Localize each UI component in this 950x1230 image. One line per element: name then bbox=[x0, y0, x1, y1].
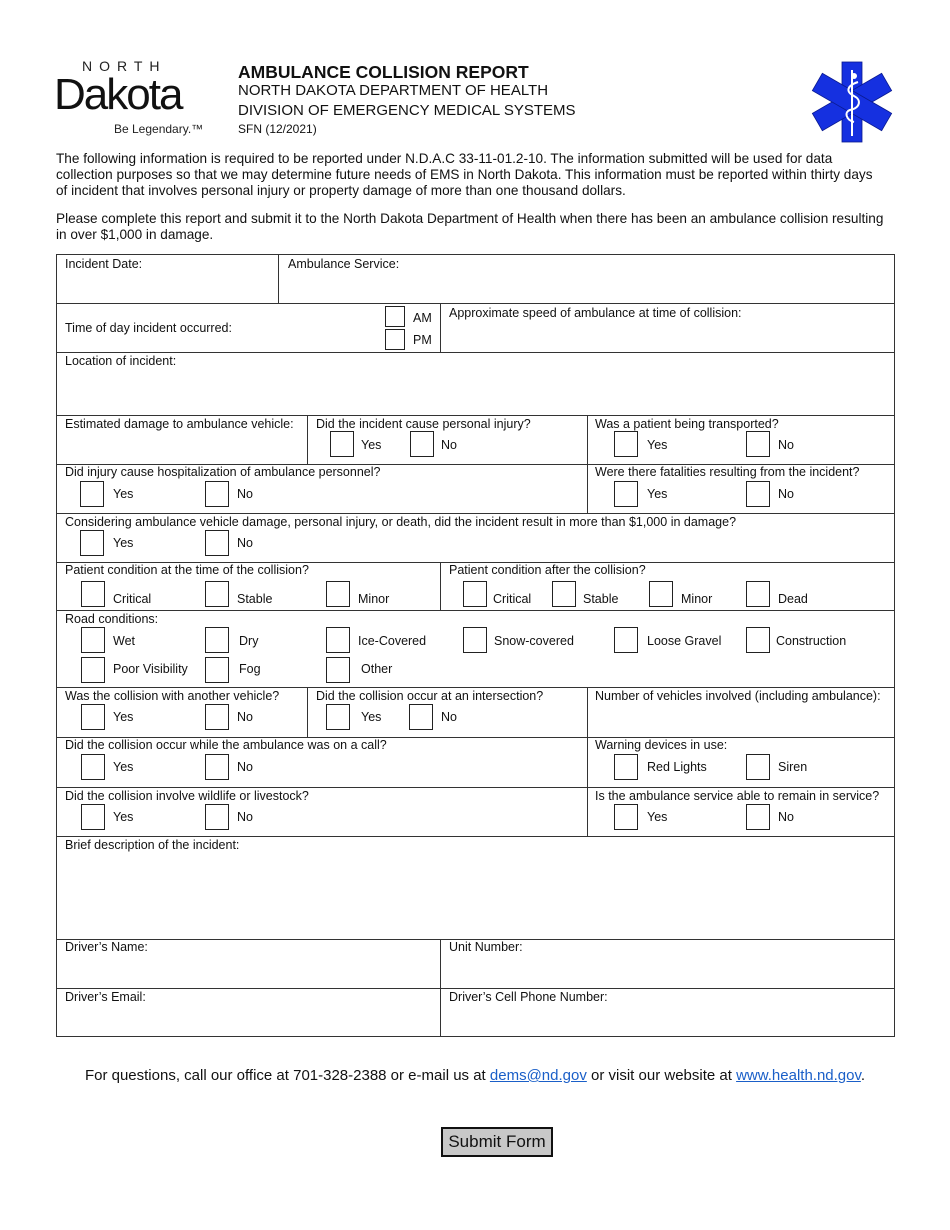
number-of-vehicles-label: Number of vehicles involved (including ambulance): bbox=[595, 689, 881, 703]
drivers-email-label: Driver’s Email: bbox=[65, 990, 146, 1004]
another-vehicle-yes-label: Yes bbox=[113, 710, 134, 724]
patient-transported-yes-label: Yes bbox=[647, 438, 668, 452]
road-snow-covered-label: Snow-covered bbox=[494, 634, 574, 648]
am-label: AM bbox=[413, 311, 432, 325]
condition-after-critical-checkbox[interactable] bbox=[463, 581, 487, 607]
condition-after-minor-checkbox[interactable] bbox=[649, 581, 673, 607]
condition-time-critical-label: Critical bbox=[113, 592, 152, 606]
wildlife-yes-label: Yes bbox=[113, 810, 134, 824]
intersection-question: Did the collision occur at an intersection? bbox=[316, 689, 544, 703]
road-snow-covered-checkbox[interactable] bbox=[463, 627, 487, 653]
logo-tagline: Be Legendary.™ bbox=[114, 122, 204, 136]
condition-after-stable-label: Stable bbox=[583, 592, 619, 606]
remain-in-service-yes-checkbox[interactable] bbox=[614, 804, 638, 830]
fatalities-yes-label: Yes bbox=[647, 487, 668, 501]
time-of-day-label: Time of day incident occurred: bbox=[65, 321, 232, 335]
ambulance-service-label: Ambulance Service: bbox=[288, 257, 400, 271]
condition-after-critical-label: Critical bbox=[493, 592, 532, 606]
estimated-damage-label: Estimated damage to ambulance vehicle: bbox=[65, 417, 294, 431]
estimated-damage-field[interactable] bbox=[60, 433, 303, 461]
on-call-no-checkbox[interactable] bbox=[205, 754, 229, 780]
patient-transported-no-label: No bbox=[778, 438, 794, 452]
road-dry-checkbox[interactable] bbox=[205, 627, 229, 653]
contact-text-start: For questions, call our office at 701-328-2388 or e-mail us at bbox=[84, 1067, 490, 1084]
on-call-no-label: No bbox=[237, 760, 253, 774]
logo-north-text: NORTH bbox=[82, 58, 167, 74]
wildlife-no-checkbox[interactable] bbox=[205, 804, 229, 830]
contact-text-end: . bbox=[860, 1067, 866, 1084]
over-1000-yes-label: Yes bbox=[113, 536, 134, 550]
red-lights-checkbox[interactable] bbox=[614, 754, 638, 780]
road-conditions-label: Road conditions: bbox=[65, 612, 159, 626]
condition-time-stable-checkbox[interactable] bbox=[205, 581, 229, 607]
road-poor-visibility-label: Poor Visibility bbox=[113, 662, 188, 676]
another-vehicle-no-label: No bbox=[237, 710, 253, 724]
condition-time-minor-label: Minor bbox=[358, 592, 390, 606]
department-name: NORTH DAKOTA DEPARTMENT OF HEALTH bbox=[238, 82, 549, 99]
hospitalization-yes-checkbox[interactable] bbox=[80, 481, 104, 507]
remain-in-service-question: Is the ambulance service able to remain in service? bbox=[595, 789, 880, 803]
intersection-no-checkbox[interactable] bbox=[409, 704, 433, 730]
road-loose-gravel-checkbox[interactable] bbox=[614, 627, 638, 653]
intro-paragraph: The following information is required to be reported under N.D.A.C 33-11-01.2-10. The information submitted will be used for data collection purposes so that we may determine future needs of EMS in North Dakota. This information must be reported within thirty days of incident that involves personal injury or property damage of more than one thousand dollars. bbox=[56, 151, 873, 198]
wildlife-no-label: No bbox=[237, 810, 253, 824]
road-construction-checkbox[interactable] bbox=[746, 627, 770, 653]
drivers-name-label: Driver’s Name: bbox=[65, 940, 148, 954]
intersection-no-label: No bbox=[441, 710, 457, 724]
over-1000-no-checkbox[interactable] bbox=[205, 530, 229, 556]
fatalities-question: Were there fatalities resulting from the incident? bbox=[595, 465, 860, 479]
pm-label: PM bbox=[413, 333, 432, 347]
red-lights-label: Red Lights bbox=[647, 760, 707, 774]
instruction-paragraph: Please complete this report and submit it to the North Dakota Department of Health when there has been an ambulance collision resulting in over $1,000 in damage. bbox=[56, 211, 884, 242]
road-other-label: Other bbox=[361, 662, 393, 676]
brief-description-label: Brief description of the incident: bbox=[65, 838, 240, 852]
hospitalization-question: Did injury cause hospitalization of ambulance personnel? bbox=[65, 465, 381, 479]
fatalities-yes-checkbox[interactable] bbox=[614, 481, 638, 507]
drivers-cell-field[interactable] bbox=[445, 1005, 891, 1034]
condition-time-stable-label: Stable bbox=[237, 592, 273, 606]
condition-time-minor-checkbox[interactable] bbox=[326, 581, 350, 607]
road-construction-label: Construction bbox=[776, 634, 847, 648]
location-field[interactable] bbox=[60, 370, 891, 412]
hospitalization-yes-label: Yes bbox=[113, 487, 134, 501]
patient-transported-no-checkbox[interactable] bbox=[746, 431, 770, 457]
over-1000-question: Considering ambulance vehicle damage, personal injury, or death, did the incident result in more than $1,000 in damage? bbox=[65, 515, 737, 529]
road-ice-covered-label: Ice-Covered bbox=[358, 634, 427, 648]
am-checkbox[interactable] bbox=[385, 306, 405, 327]
patient-condition-after-question: Patient condition after the collision? bbox=[449, 563, 646, 577]
condition-time-critical-checkbox[interactable] bbox=[81, 581, 105, 607]
over-1000-yes-checkbox[interactable] bbox=[80, 530, 104, 556]
road-poor-visibility-checkbox[interactable] bbox=[81, 657, 105, 683]
condition-after-dead-label: Dead bbox=[778, 592, 808, 606]
on-call-yes-checkbox[interactable] bbox=[81, 754, 105, 780]
road-loose-gravel-label: Loose Gravel bbox=[647, 634, 722, 648]
road-wet-label: Wet bbox=[113, 634, 135, 648]
remain-in-service-no-label: No bbox=[778, 810, 794, 824]
personal-injury-yes-label: Yes bbox=[361, 438, 382, 452]
pm-checkbox[interactable] bbox=[385, 329, 405, 350]
wildlife-yes-checkbox[interactable] bbox=[81, 804, 105, 830]
road-fog-checkbox[interactable] bbox=[205, 657, 229, 683]
sfn-number: SFN (12/2021) bbox=[238, 122, 317, 136]
warning-devices-label: Warning devices in use: bbox=[595, 738, 728, 752]
intersection-yes-label: Yes bbox=[361, 710, 382, 724]
unit-number-field[interactable] bbox=[445, 956, 891, 985]
incident-date-field[interactable] bbox=[60, 272, 274, 300]
fatalities-no-checkbox[interactable] bbox=[746, 481, 770, 507]
north-dakota-logo bbox=[54, 58, 214, 142]
on-call-yes-label: Yes bbox=[113, 760, 134, 774]
email-link[interactable]: dems@nd.gov bbox=[489, 1067, 587, 1084]
fatalities-no-label: No bbox=[778, 487, 794, 501]
personal-injury-no-label: No bbox=[441, 438, 457, 452]
drivers-name-field[interactable] bbox=[60, 956, 436, 985]
patient-condition-time-question: Patient condition at the time of the collision? bbox=[65, 563, 309, 577]
form-title: AMBULANCE COLLISION REPORT bbox=[238, 62, 529, 82]
personal-injury-no-checkbox[interactable] bbox=[410, 431, 434, 457]
siren-label: Siren bbox=[778, 760, 808, 774]
speed-label: Approximate speed of ambulance at time of collision: bbox=[449, 306, 742, 320]
unit-number-label: Unit Number: bbox=[449, 940, 523, 954]
siren-checkbox[interactable] bbox=[746, 754, 770, 780]
hospitalization-no-checkbox[interactable] bbox=[205, 481, 229, 507]
contact-line bbox=[0, 1067, 950, 1084]
road-dry-label: Dry bbox=[239, 634, 259, 648]
star-of-life-icon bbox=[810, 60, 894, 144]
condition-after-stable-checkbox[interactable] bbox=[552, 581, 576, 607]
on-call-question: Did the collision occur while the ambulance was on a call? bbox=[65, 738, 387, 752]
over-1000-no-label: No bbox=[237, 536, 253, 550]
road-wet-checkbox[interactable] bbox=[81, 627, 105, 653]
another-vehicle-question: Was the collision with another vehicle? bbox=[65, 689, 280, 703]
condition-after-dead-checkbox[interactable] bbox=[746, 581, 770, 607]
personal-injury-question: Did the incident cause personal injury? bbox=[316, 417, 531, 431]
road-other-checkbox[interactable] bbox=[326, 657, 350, 683]
personal-injury-yes-checkbox[interactable] bbox=[330, 431, 354, 457]
patient-transported-question: Was a patient being transported? bbox=[595, 417, 779, 431]
website-link[interactable]: www.health.nd.gov bbox=[736, 1067, 861, 1084]
division-name: DIVISION OF EMERGENCY MEDICAL SYSTEMS bbox=[238, 102, 576, 119]
intersection-yes-checkbox[interactable] bbox=[326, 704, 350, 730]
hospitalization-no-label: No bbox=[237, 487, 253, 501]
brief-description-field[interactable] bbox=[60, 854, 891, 936]
location-label: Location of incident: bbox=[65, 354, 177, 368]
road-fog-label: Fog bbox=[239, 662, 261, 676]
number-of-vehicles-field[interactable] bbox=[592, 705, 891, 733]
logo-dakota-text: Dakota bbox=[54, 70, 182, 119]
patient-transported-yes-checkbox[interactable] bbox=[614, 431, 638, 457]
incident-date-label: Incident Date: bbox=[65, 257, 143, 271]
remain-in-service-yes-label: Yes bbox=[647, 810, 668, 824]
submit-form-button[interactable]: Submit Form bbox=[441, 1127, 553, 1157]
drivers-cell-label: Driver’s Cell Phone Number: bbox=[449, 990, 608, 1004]
condition-after-minor-label: Minor bbox=[681, 592, 713, 606]
another-vehicle-no-checkbox[interactable] bbox=[205, 704, 229, 730]
drivers-email-field[interactable] bbox=[60, 1005, 436, 1034]
another-vehicle-yes-checkbox[interactable] bbox=[81, 704, 105, 730]
wildlife-question: Did the collision involve wildlife or livestock? bbox=[65, 789, 309, 803]
speed-field[interactable] bbox=[445, 321, 891, 349]
remain-in-service-no-checkbox[interactable] bbox=[746, 804, 770, 830]
ambulance-service-field[interactable] bbox=[283, 272, 891, 300]
road-ice-covered-checkbox[interactable] bbox=[326, 627, 350, 653]
contact-text-middle: or visit our website at bbox=[586, 1067, 737, 1084]
